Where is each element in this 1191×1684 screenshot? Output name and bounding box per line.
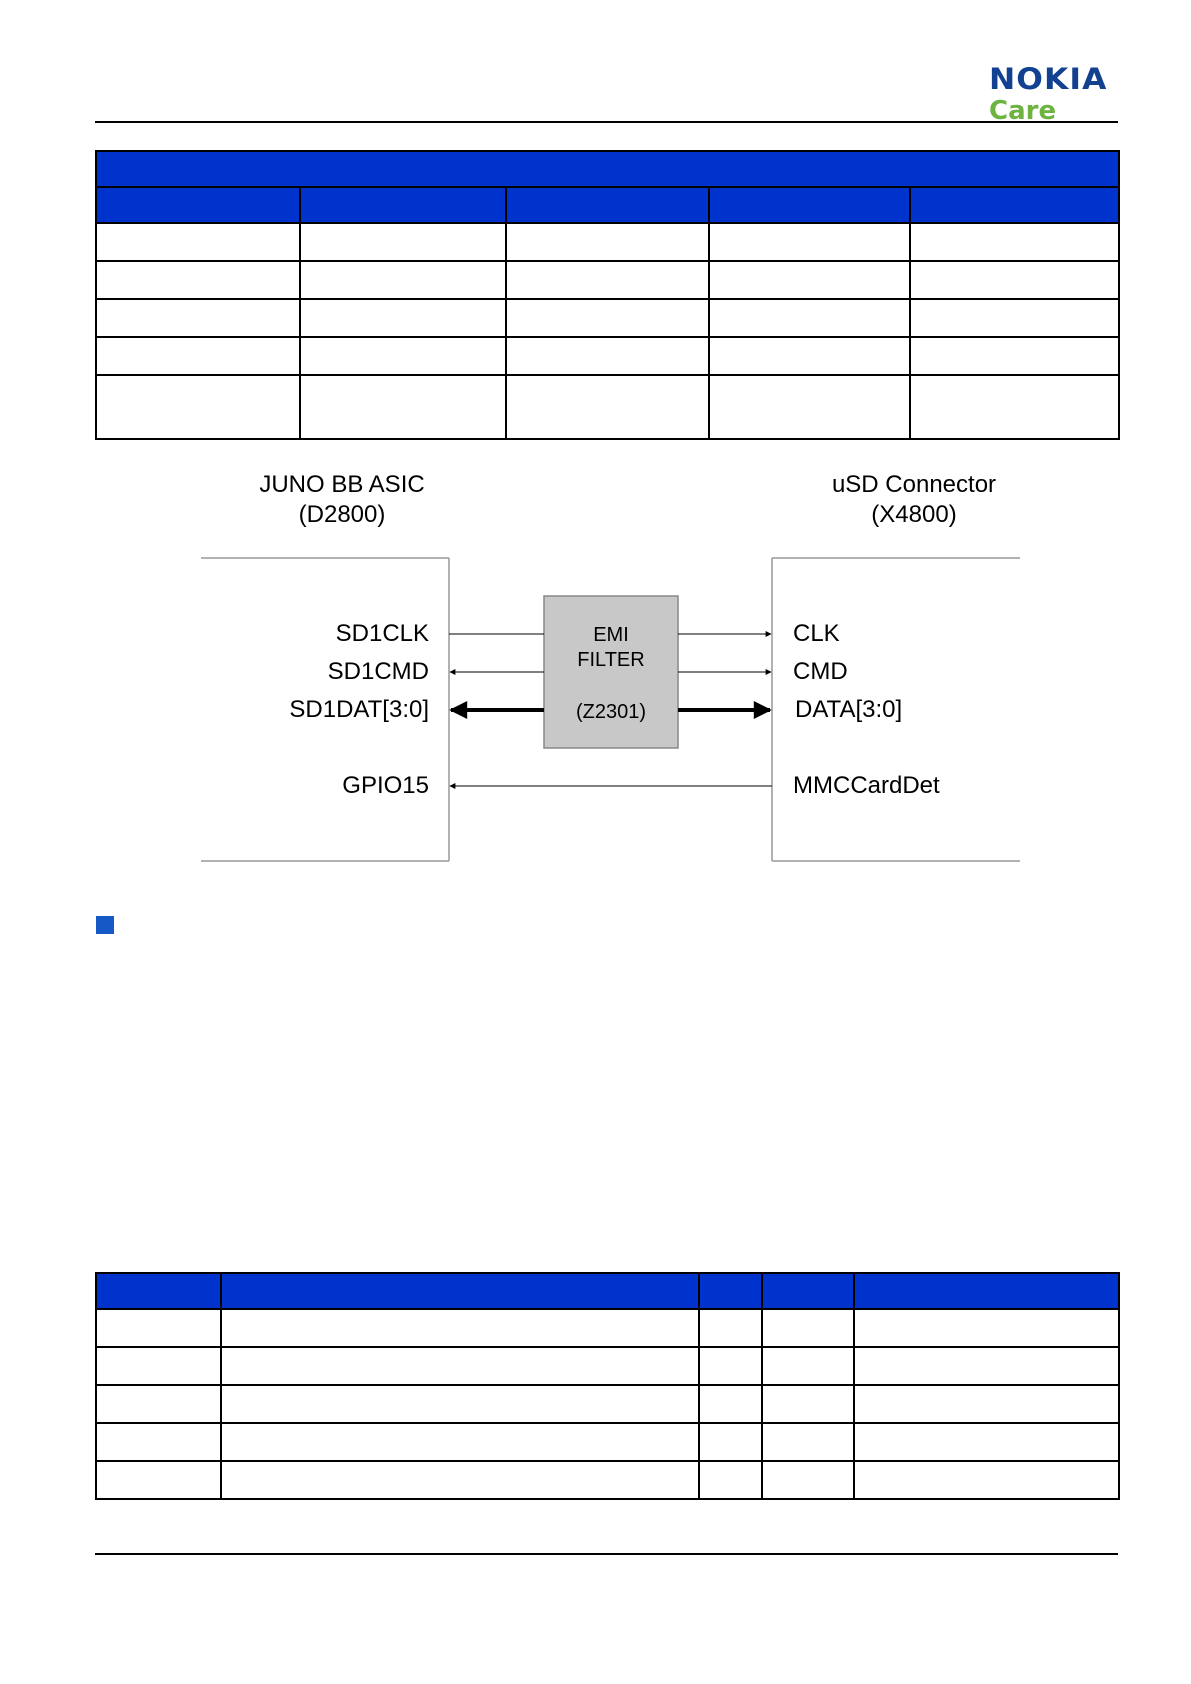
table-cell [300, 299, 506, 337]
logo-brand: NOKIA [989, 62, 1108, 96]
signal-mmccarddet: MMCCardDet [793, 772, 940, 799]
signal-cmd: CMD [793, 658, 848, 685]
table-cell [762, 1347, 854, 1385]
table-cell [762, 1423, 854, 1461]
table-cell [762, 1309, 854, 1347]
table-1-header-row [96, 187, 1119, 223]
left-block-title: JUNO BB ASIC [259, 471, 425, 498]
right-block-subtitle: (X4800) [871, 501, 957, 528]
header-rule [95, 121, 1118, 123]
table-row [96, 223, 1119, 261]
table-1-header-cell [709, 187, 910, 223]
table-cell [96, 375, 300, 439]
table-row [96, 1423, 1119, 1461]
table-cell [910, 375, 1119, 439]
table-cell [96, 1347, 221, 1385]
table-1-header-cell [96, 187, 300, 223]
table-cell [506, 261, 709, 299]
table-cell [506, 299, 709, 337]
table-cell [699, 1309, 762, 1347]
table-cell [300, 261, 506, 299]
table-row [96, 375, 1119, 439]
table-cell [221, 1423, 699, 1461]
table-row [96, 1385, 1119, 1423]
left-block-subtitle: (D2800) [298, 501, 386, 528]
table-cell [96, 337, 300, 375]
table-cell [96, 261, 300, 299]
table-1-title-row [96, 151, 1119, 187]
section-bullet [96, 916, 114, 934]
table-1-header-cell [300, 187, 506, 223]
table-cell [854, 1461, 1119, 1499]
signal-clk: CLK [793, 620, 840, 647]
table-cell [96, 299, 300, 337]
footer-rule [95, 1553, 1118, 1555]
emi-filter-label-2: FILTER [577, 649, 645, 671]
table-cell [910, 337, 1119, 375]
table-cell [699, 1347, 762, 1385]
table-cell [221, 1347, 699, 1385]
signal-sd1cmd: SD1CMD [327, 658, 429, 685]
table-cell [96, 1309, 221, 1347]
table-1-header-cell [910, 187, 1119, 223]
table-cell [699, 1423, 762, 1461]
table-cell [506, 223, 709, 261]
signal-data: DATA[3:0] [795, 696, 903, 723]
table-cell [221, 1309, 699, 1347]
table-2-header-cell [762, 1273, 854, 1309]
signal-gpio15: GPIO15 [342, 772, 429, 799]
table-cell [506, 337, 709, 375]
right-block-title: uSD Connector [831, 471, 997, 498]
table-cell [709, 337, 910, 375]
table-1-header-cell [506, 187, 709, 223]
table-cell [854, 1385, 1119, 1423]
table-2-header-row [96, 1273, 1119, 1309]
table-cell [762, 1385, 854, 1423]
block-diagram [0, 460, 1191, 880]
table-row [96, 1347, 1119, 1385]
signal-sd1dat: SD1DAT[3:0] [289, 696, 429, 723]
table-cell [300, 337, 506, 375]
table-cell [96, 1461, 221, 1499]
emi-filter-label-3: (Z2301) [575, 701, 647, 723]
table-cell [699, 1385, 762, 1423]
table-2-header-cell [221, 1273, 699, 1309]
table-2-header-cell [96, 1273, 221, 1309]
table-1-title-cell [96, 151, 1119, 187]
table-cell [699, 1461, 762, 1499]
table-cell [221, 1385, 699, 1423]
table-1 [95, 150, 1120, 440]
emi-filter-label-1: EMI [593, 624, 629, 646]
table-2 [95, 1272, 1120, 1500]
table-row [96, 299, 1119, 337]
table-cell [300, 375, 506, 439]
table-cell [709, 223, 910, 261]
table-cell [96, 1385, 221, 1423]
nokia-care-logo [989, 64, 1117, 126]
table-cell [854, 1423, 1119, 1461]
logo-sub: Care [989, 96, 1057, 126]
table-cell [854, 1347, 1119, 1385]
table-cell [762, 1461, 854, 1499]
table-cell [910, 299, 1119, 337]
table-cell [709, 375, 910, 439]
emi-filter-box [544, 596, 678, 748]
table-cell [96, 1423, 221, 1461]
table-cell [910, 261, 1119, 299]
table-2-header-cell [854, 1273, 1119, 1309]
table-2-header-cell [699, 1273, 762, 1309]
table-cell [300, 223, 506, 261]
table-cell [709, 299, 910, 337]
table-cell [910, 223, 1119, 261]
table-cell [709, 261, 910, 299]
table-row [96, 1309, 1119, 1347]
table-cell [96, 223, 300, 261]
table-row [96, 337, 1119, 375]
table-cell [506, 375, 709, 439]
signal-sd1clk: SD1CLK [335, 620, 429, 647]
table-cell [854, 1309, 1119, 1347]
table-row [96, 1461, 1119, 1499]
table-cell [221, 1461, 699, 1499]
table-row [96, 261, 1119, 299]
